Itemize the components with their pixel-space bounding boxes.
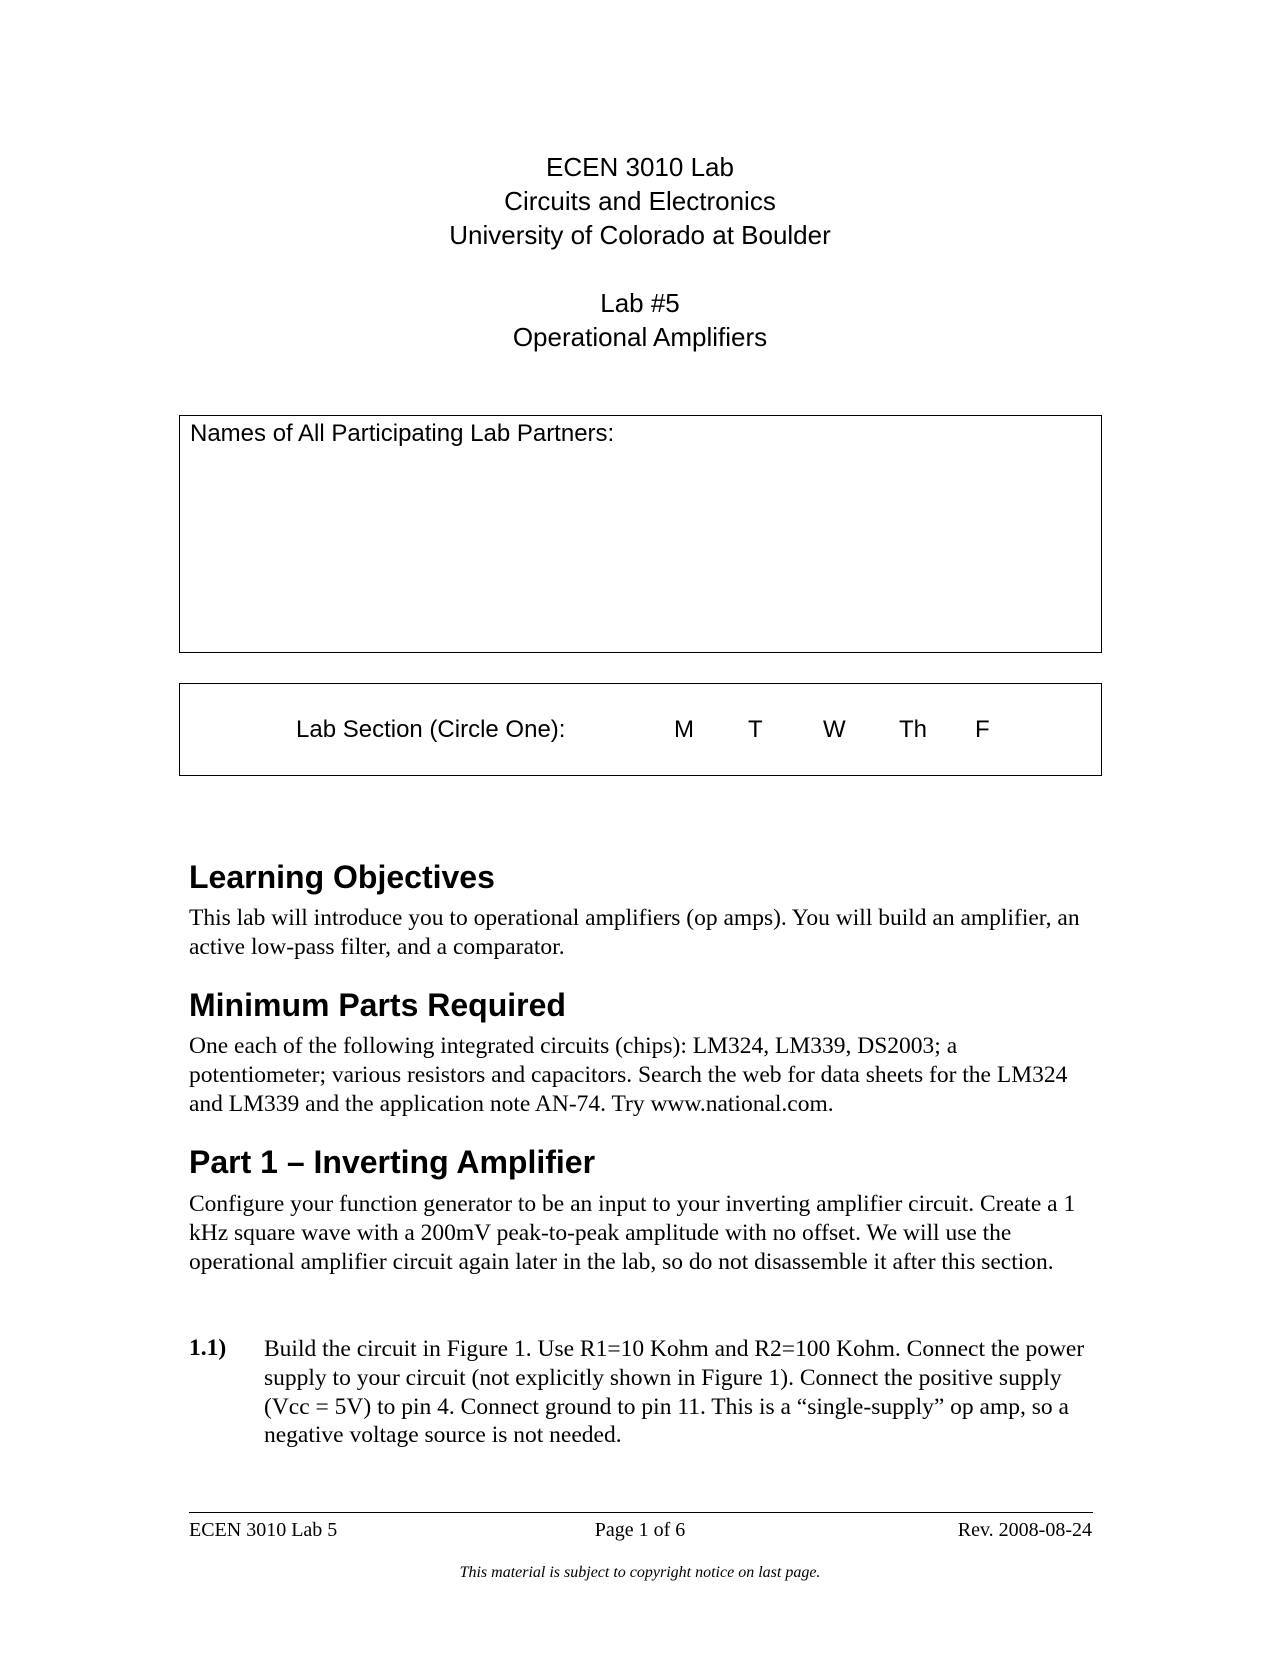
- lab-section-box: [179, 683, 1102, 776]
- day-option-w: W: [823, 716, 846, 743]
- title-block: [0, 150, 1280, 354]
- footer-revision: Rev. 2008-08-24: [957, 1519, 1092, 1541]
- step-number: 1.1): [189, 1335, 227, 1361]
- course-title: ECEN 3010 Lab: [546, 152, 734, 182]
- parts-required-heading: Minimum Parts Required: [189, 987, 566, 1023]
- lab-section-label: Lab Section (Circle One):: [296, 716, 566, 743]
- day-option-t: T: [748, 716, 763, 743]
- university-name: University of Colorado at Boulder: [449, 220, 831, 250]
- day-option-th: Th: [899, 716, 928, 743]
- lab-number: Lab #5: [600, 288, 680, 318]
- day-option-m: M: [674, 716, 694, 743]
- parts-required-text: One each of the following integrated circuits (chips): LM324, LM339, DS2003; a potentiometer; various resistors and capacitors. Search the web for data sheets for the LM324 and LM339 and the application note AN-74. Try www.national.com.: [189, 1033, 1068, 1117]
- part1-heading: Part 1 – Inverting Amplifier: [189, 1144, 596, 1180]
- copyright-notice: This material is subject to copyright notice on last page.: [459, 1564, 821, 1581]
- footer-divider: [189, 1512, 1093, 1513]
- footer-page-number: Page 1 of 6: [594, 1519, 686, 1541]
- footer-course: ECEN 3010 Lab 5: [189, 1519, 338, 1541]
- lab-partners-label: Names of All Participating Lab Partners:: [190, 420, 615, 447]
- step-text: Build the circuit in Figure 1. Use R1=10 Kohm and R2=100 Kohm. Connect the power supply to your circuit (not explicitly shown in Figure 1). Connect the positive supply (Vcc = 5V) to pin 4. Connect ground to pin 11. This is a “single-supply” op amp, so a negative voltage source is not needed.: [264, 1336, 1085, 1449]
- lab-partners-box: [179, 415, 1102, 653]
- lab-title: Operational Amplifiers: [512, 322, 768, 352]
- day-option-f: F: [975, 716, 990, 743]
- learning-objectives-text: This lab will introduce you to operational amplifiers (op amps). You will build an amplifier, an active low-pass filter, and a comparator.: [189, 905, 1080, 960]
- learning-objectives-heading: Learning Objectives: [189, 859, 495, 895]
- part1-text: Configure your function generator to be an input to your inverting amplifier circuit. Create a 1 kHz square wave with a 200mV peak-to-peak amplitude with no offset. We will use the operational amplifier circuit again later in the lab, so do not disassemble it after this section.: [189, 1191, 1076, 1275]
- course-subject: Circuits and Electronics: [504, 186, 776, 216]
